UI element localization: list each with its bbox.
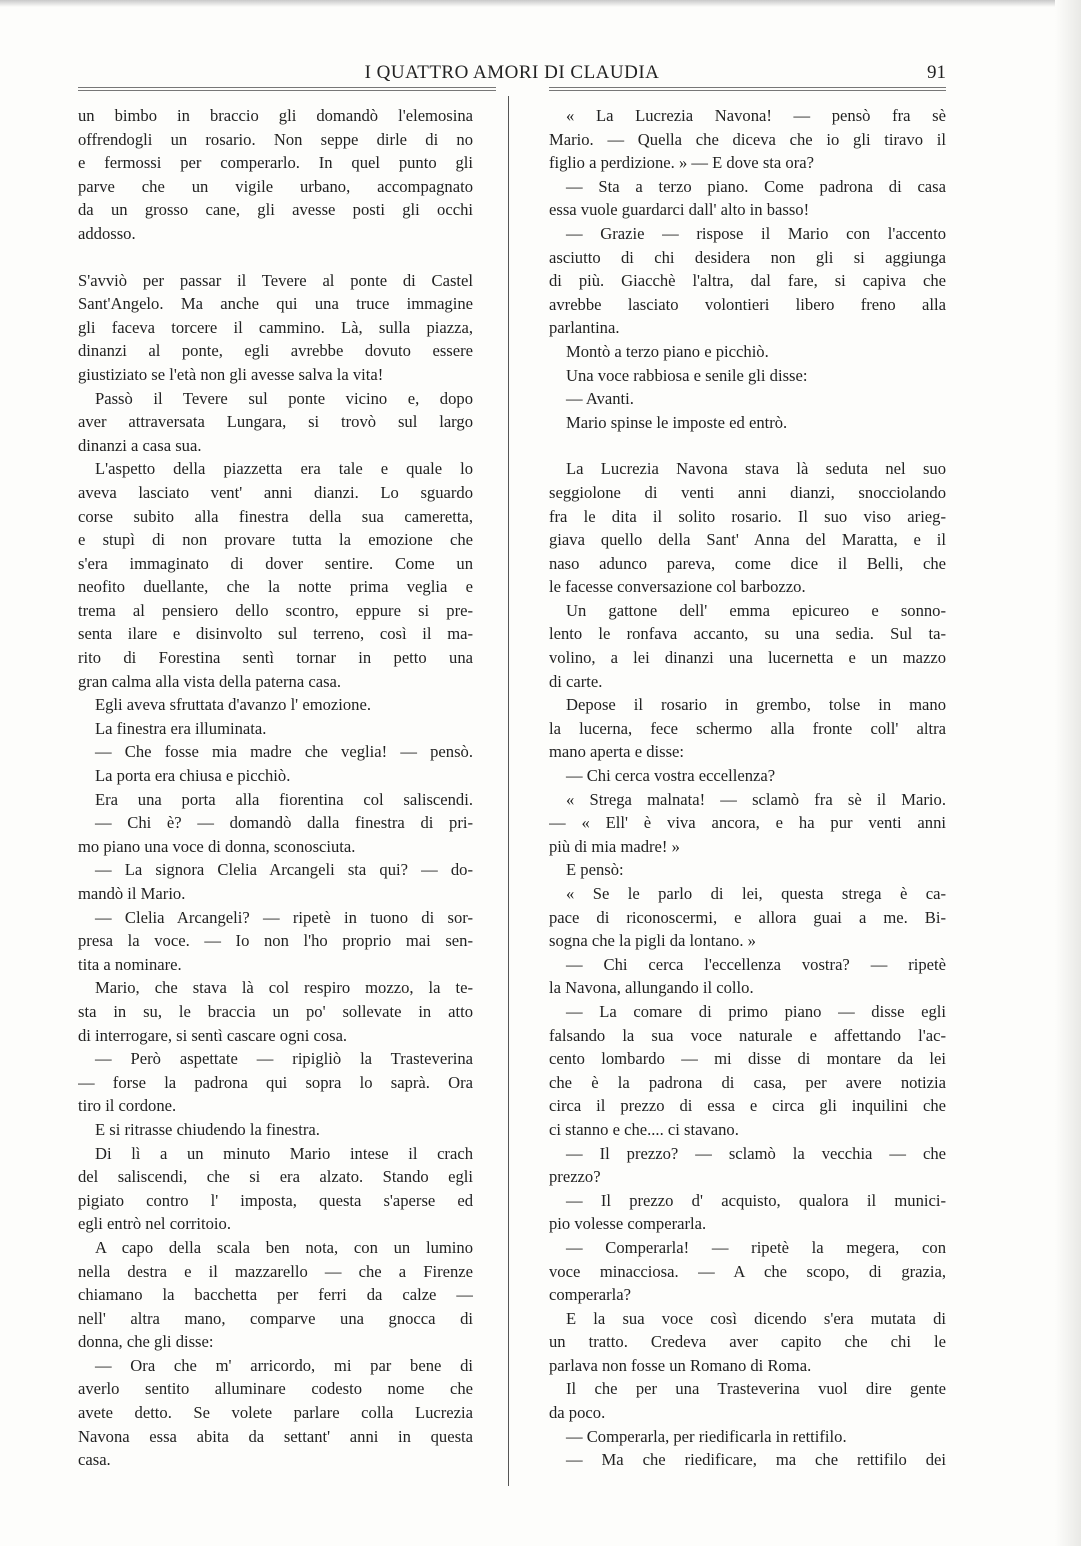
column-divider [508,96,509,1486]
text-line: circa il prezzo di essa e circa gli inquilini che [549,1096,946,1116]
text-line: — Ma che riedificare, ma che rettifilo dei [566,1450,946,1470]
text-line: figlio a perdizione. » — E dove sta ora? [549,153,814,173]
text-line: offrendogli un rosario. Non seppe dirle di no [78,129,473,149]
text-line: parve che un vigile urbano, accompagnato [78,176,473,196]
text-line: falsando la sua voce naturale e affettando l'ac- [549,1025,946,1045]
text-line: tita a nominare. [78,954,182,974]
right-text-column [549,104,946,1472]
text-line: parlantina. [549,318,620,338]
text-line: donna, che gli disse: [78,1332,214,1352]
text-line: E pensò: [566,860,624,880]
text-line: pigiato contro l' imposta, questa s'aperse ed [78,1190,473,1210]
text-line: mo piano una voce di donna, sconosciuta. [78,836,356,856]
text-line: pio volesse comperarla. [549,1214,707,1234]
text-line: nell' altra mano, comparve una gnocca di [78,1308,473,1328]
text-line: parlava non fosse un Romano di Roma. [549,1355,812,1375]
text-line: di interrogare, si sentì cascare ogni cosa. [78,1025,348,1045]
text-line: comperarla? [549,1285,631,1305]
text-line: un bimbo in braccio gli domandò l'elemosina [78,106,473,125]
text-line: gran calma alla vista della paterna casa. [78,671,342,691]
text-line: « Se le parlo di lei, questa strega è ca- [566,884,946,903]
page-number: 91 [927,62,946,83]
text-line: lento le ronfava accanto, su una sedia. Sul ta- [549,624,946,644]
text-line: Mario spinse le imposte ed entrò. [566,412,788,432]
text-line: Una voce rabbiosa e senile gli disse: [566,365,808,385]
text-line: mandò il Mario. [78,884,186,903]
page-right-shadow [1055,0,1081,1546]
text-line: La porta era chiusa e picchiò. [95,766,291,786]
text-line: presa la voce. — Io non l'ho proprio mai sen- [78,931,473,951]
text-line: che è la padrona di casa, per avere notizia [549,1072,946,1092]
text-line: e stupì di non provare tutta la emozione che [78,530,473,550]
text-line: cento lombardo — mi disse di montare da lei [549,1049,946,1069]
text-line: — Il prezzo? — sclamò la vecchia — che [566,1143,946,1163]
text-line: sogna che la pigli da lontano. » [549,931,756,951]
text-line: S'avviò per passar il Tevere al ponte di Castel [78,270,473,290]
text-line: la Navona, allungando il collo. [549,978,754,998]
text-line: e fermossi per comperarlo. In quel punto gli [78,153,473,173]
text-line: — Il prezzo d' acquisto, qualora il munici- [566,1190,946,1210]
text-line: — La signora Clelia Arcangeli sta qui? — do- [95,860,473,880]
text-line: — Comperarla! — ripetè la megera, con [566,1237,946,1257]
text-line: — Ora che m' arricordo, mi par bene di [95,1355,473,1375]
text-line: — forse la padrona qui sopra lo saprà. Ora [78,1072,473,1092]
text-line: avrebbe lasciato volontieri libero freno alla [549,294,946,314]
text-line: La Lucrezia Navona stava là seduta nel suo [566,459,946,479]
text-line: da un grosso cane, gli avesse posti gli occhi [78,200,473,220]
text-line: La finestra era illuminata. [95,718,267,738]
text-line: « Strega malnata! — sclamò fra sè il Mario. [566,789,946,809]
text-line: senta ilare e disinvolto sul terreno, così il ma- [78,624,473,644]
text-line: — Avanti. [566,389,634,409]
text-line: — Chi cerca l'eccellenza vostra? — ripetè [566,954,946,974]
text-line: naso adunco pareva, come dice il Belli, che [549,553,946,573]
text-line: — Chi cerca vostra eccellenza? [566,766,776,786]
text-line: Navona essa abita da settant' anni in questa [78,1426,473,1446]
text-line: Passò il Tevere sul ponte vicino e, dopo [95,388,473,408]
left-text-column [78,104,473,1472]
text-line: Un gattone dell' emma epicureo e sonno- [566,600,946,620]
text-line: — Però aspettate — ripigliò la Trasteverina [95,1049,473,1069]
text-line: Montò a terzo piano e picchiò. [566,341,769,361]
text-line: Mario, che stava là col respiro mozzo, la te- [95,978,473,998]
header-rule-right [549,87,946,91]
text-line: mano aperta e disse: [549,742,685,762]
text-line: neofito duellante, che la notte prima veglia e [78,577,473,597]
text-line: dinanzi al ponte, egli avrebbe dovuto essere [78,341,473,361]
text-line: corse subito alla finestra della sua cameretta, [78,506,473,526]
text-line: Il che per una Trasteverina vuol dire gente [566,1379,946,1399]
text-line: A capo della scala ben nota, con un lumino [95,1237,473,1257]
text-line: del saliscendi, che si era alzato. Stando egli [78,1167,473,1187]
text-line: Era una porta alla fiorentina col saliscendi. [95,789,473,809]
text-line: dinanzi a casa sua. [78,435,202,455]
text-line: di più. Giacchè l'altra, dal fare, si capiva che [549,271,946,291]
text-line: E si ritrasse chiudendo la finestra. [95,1119,320,1139]
text-line: — La comare di primo piano — disse egli [566,1001,946,1021]
text-line: la lucerna, fece schermo alla fronte coll' altra [549,718,946,738]
text-line: di carte. [549,671,603,691]
text-line: fra le dita il solito rosario. Il suo viso arieg- [549,506,946,526]
text-line: — Clelia Arcangeli? — ripetè in tuono di sor- [95,907,473,927]
text-line: casa. [78,1450,111,1470]
text-line: — Sta a terzo piano. Come padrona di casa [566,176,946,196]
text-line: Mario. — Quella che diceva che io gli tiravo il [549,129,946,149]
text-line: averlo sentito alluminare codesto nome che [78,1379,473,1399]
text-line: — Comperarla, per riedificarla in rettifilo. [566,1426,847,1446]
text-line: — Chi è? — domandò dalla finestra di pri- [95,813,473,833]
text-line: più di mia madre! » [549,836,680,856]
text-line: chiamano la bacchetta per ferri da calze — [78,1285,473,1305]
text-line: E la sua voce così dicendo s'era mutata di [566,1308,946,1328]
text-line: seggiolone di venti anni dianzi, snocciolando [549,482,946,502]
text-line: Sant'Angelo. Ma anche qui una truce immagine [78,294,473,314]
text-line: Di lì a un minuto Mario intese il crach [95,1143,473,1163]
text-line: sta in su, le braccia un po' sollevate in atto [78,1001,473,1021]
text-line: gli faceva torcere il cammino. Là, sulla piazza, [78,317,473,337]
text-line: L'aspetto della piazzetta era tale e quale lo [95,459,473,479]
text-line: aver attraversata Lungara, si trovò sul largo [78,412,473,432]
text-line: essa vuole guardarci dall' alto in basso! [549,200,810,220]
text-line: addosso. [78,223,136,243]
text-line: prezzo? [549,1167,601,1187]
text-line: tiro il cordone. [78,1096,177,1116]
text-line: Depose il rosario in grembo, tolse in mano [566,695,946,715]
text-line: un tratto. Credeva aver capito che chi le [549,1332,946,1352]
header-rule-left [78,87,496,91]
text-line: volino, a lei dinanzi una lucernetta e un mazzo [549,648,946,668]
text-line: pace di riconoscermi, e allora guai a me. Bi- [549,907,946,927]
running-title: I QUATTRO AMORI DI CLAUDIA [364,62,660,83]
text-line: trema al pensiero dello scontro, eppure si pre- [78,600,473,620]
text-line: ci stanno e che.... ci stavano. [549,1119,739,1139]
text-line: giustiziato se l'età non gli avesse salva la vita! [78,364,384,384]
text-line: nella destra e il mazzarello — che a Firenze [78,1261,473,1281]
text-line: — Grazie — rispose il Mario con l'accento [566,223,946,243]
text-line: asciutto di chi desidera non gli si aggiunga [549,247,946,267]
text-line: — Che fosse mia madre che veglia! — pensò. [95,742,473,762]
page-top-edge [0,0,1081,7]
text-line: da poco. [549,1403,606,1423]
text-line: le facesse conversazione col barbozzo. [549,577,806,597]
text-line: giava quello della Sant' Anna del Maratta, e il [549,530,946,550]
text-line: Egli aveva sfruttata d'avanzo l' emozione. [95,695,371,715]
text-line: avete detto. Se volete parlare colla Lucrezia [78,1403,473,1423]
text-line: — « Ell' è viva ancora, e ha pur venti anni [549,813,946,833]
text-line: voce minacciosa. — A che scopo, di grazia, [549,1261,946,1281]
text-line: rito di Forestina sentì tornar in petto una [78,648,473,668]
text-line: aveva lasciato vent' anni dianzi. Lo sguardo [78,482,473,502]
text-line: s'era immaginato di dover sentire. Come un [78,553,473,573]
text-line: « La Lucrezia Navona! — pensò fra sè [566,106,946,125]
text-line: egli entrò nel corritoio. [78,1214,231,1234]
